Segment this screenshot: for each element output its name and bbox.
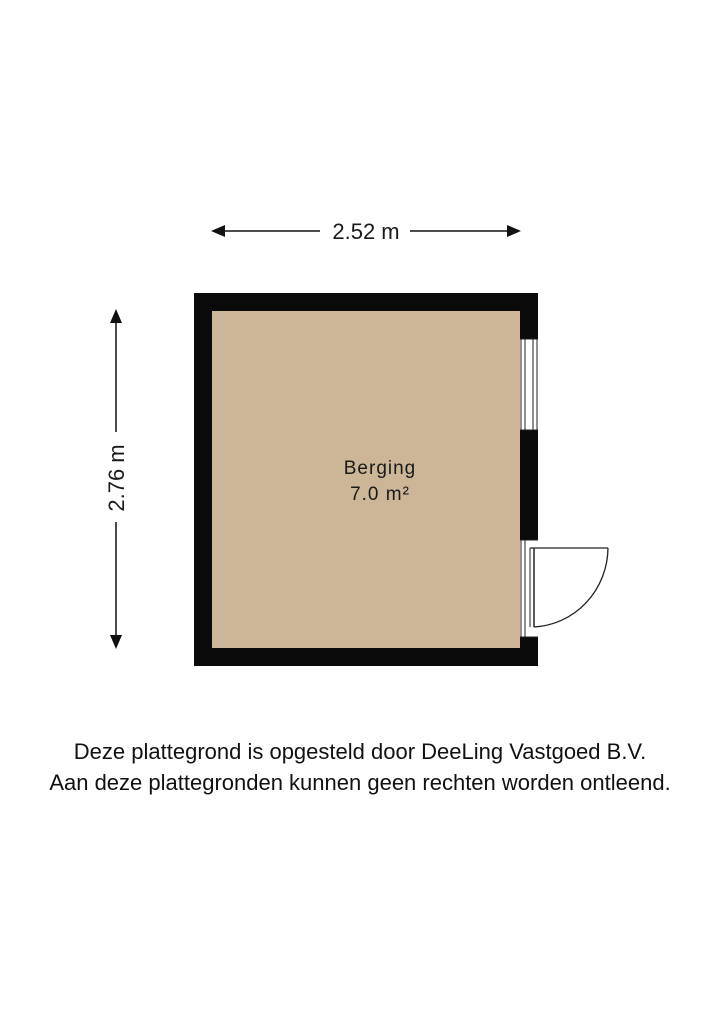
- width-dimension: [211, 219, 521, 244]
- room-floor: [203, 302, 530, 657]
- door-swing-arc: [534, 548, 608, 627]
- room-berging: [194, 293, 608, 666]
- height-dimension: [104, 309, 129, 649]
- door: [520, 540, 608, 637]
- wall-left: [194, 293, 212, 666]
- wall-right-middle: [520, 430, 538, 540]
- disclaimer-line-1: Deze plattegrond is opgesteld door DeeLing Vastgoed B.V.: [73, 739, 647, 764]
- arrow-left-icon: [211, 225, 225, 237]
- disclaimer: [0, 736, 720, 798]
- arrow-right-icon: [507, 225, 521, 237]
- room-name: Berging: [343, 458, 417, 479]
- wall-bottom: [194, 648, 538, 666]
- wall-right-lower: [520, 637, 538, 666]
- arrow-down-icon: [110, 635, 122, 649]
- wall-right-upper: [520, 293, 538, 339]
- width-dimension-label: 2.52 m: [332, 219, 400, 244]
- disclaimer-line-2: Aan deze plattegronden kunnen geen rechten worden ontleend.: [49, 770, 671, 795]
- height-dimension-label: 2.76 m: [104, 444, 129, 512]
- room-area: 7.0 m²: [350, 484, 410, 505]
- arrow-up-icon: [110, 309, 122, 323]
- wall-top: [194, 293, 538, 311]
- window: [520, 339, 538, 430]
